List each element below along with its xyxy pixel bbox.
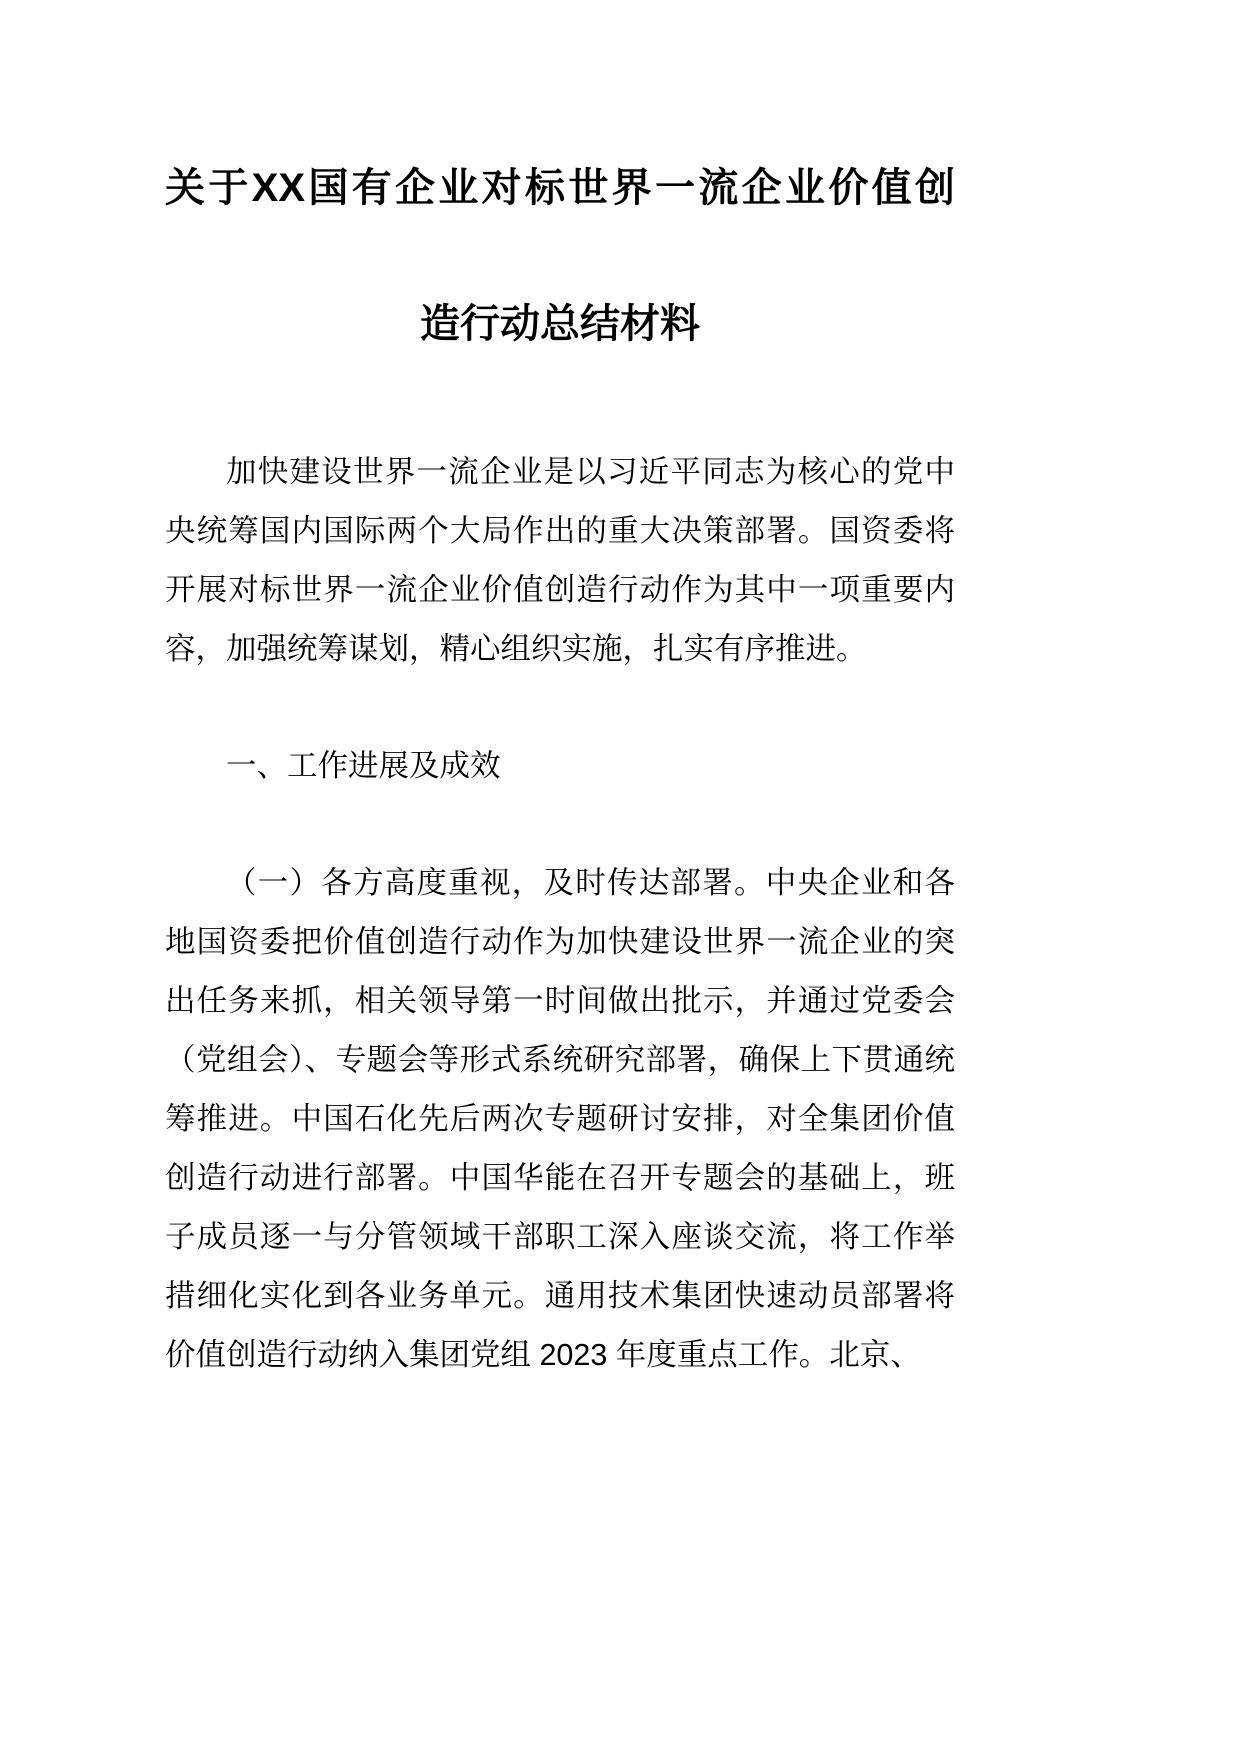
section-heading-1: 一、工作进展及成效 [226, 749, 501, 783]
document-content [165, 0, 955, 1385]
page-title-line-2: 造行动总结材料 [420, 302, 700, 346]
page-title-line-1: 关于XX国有企业对标世界一流企业价值创 [165, 166, 955, 210]
intro-paragraph: 加快建设世界一流企业是以习近平同志为核心的党中央统筹国内国际两个大局作出的重大决策部署。国资委将开展对标世界一流企业价值创造行动作为其中一项重要内容，加强统筹谋划，精心组织实施，扎实有序推进。 [165, 455, 955, 666]
page-title [165, 168, 955, 344]
subsection-paragraph-1-1: （一）各方高度重视，及时传达部署。中央企业和各地国资委把价值创造行动作为加快建设世界一流企业的突出任务来抓，相关领导第一时间做出批示，并通过党委会（党组会）、专题会等形式系统研究部署，确保上下贯通统筹推进。中国石化先后两次专题研讨安排，对全集团价值创造行动进行部署。中国华能在召开专题会的基础上，班子成员逐一与分管领域干部职工深入座谈交流，将工作举措细化实化到各业务单元。通用技术集团快速动员部署将价值创造行动纳入集团党组 2023 年度重点工作。北京、 [165, 866, 955, 1372]
